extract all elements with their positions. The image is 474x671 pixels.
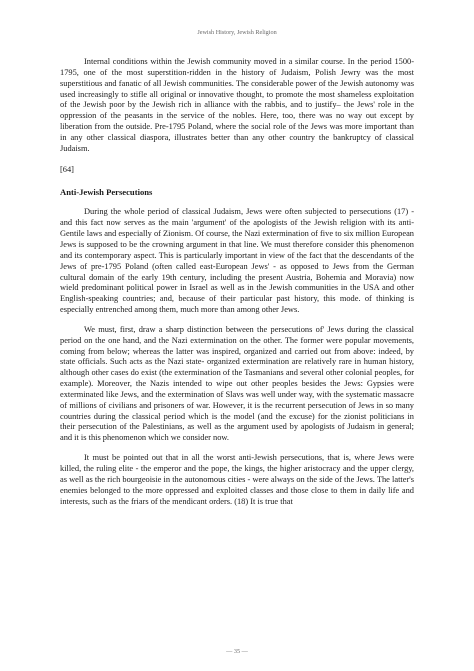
section-heading: Anti-Jewish Persecutions	[60, 187, 153, 198]
page-number: — 35 —	[226, 648, 248, 655]
page-reference-marker: [64]	[60, 164, 74, 174]
paragraph-distinction: We must, first, draw a sharp distinction between the persecutions of' Jews during the classical period on the one hand, and the Nazi extermination on the other. The former were popular movements, coming from below; whereas the latter was inspired, organized and carried out from above: indeed, by state officials. Such acts as the Nazi state- organized extermination are relatively rare in human history, although other cases do exist (the extermination of the Tasmanians and several other colonial peoples, for example). Moreover, the Nazis intended to wipe out other peoples besides the Jews: Gypsies were exterminated like Jews, and the extermination of Slavs was well under way, with the systematic massacre of millions of civilians and prisoners of war. However, it is the recurrent persecution of Jews in so many countries during the classical period which is the model (and the excuse) for the zionist politicians in their persecution of the Palestinians, as well as the argument used by apologists of Judaism in general; and it is this phenomenon which we consider now.	[60, 324, 414, 443]
running-header: Jewish History, Jewish Religion	[197, 29, 277, 36]
paragraph-internal-conditions: Internal conditions within the Jewish community moved in a similar course. In the period 1500-1795, one of the most superstition-ridden in the history of Judaism, Polish Jewry was the most superstitious and fanatic of all Jewish communities. The considerable power of the Jewish autonomy was used increasingly to stifle all original or innovative thought, to promote the most shameless exploitation of the Jewish poor by the Jewish rich in alliance with the rabbis, and to justify– the Jews' role in the oppression of the peasants in the service of the nobles. Here, too, there was no way out except by liberation from the outside. Pre-1795 Poland, where the social role of the Jews was more important than in any other classical diaspora, illustrates better than any other country the bankruptcy of classical Judaism.	[60, 57, 414, 153]
page-body	[60, 57, 414, 507]
paragraph-classical-persecutions: During the whole period of classical Judaism, Jews were often subjected to persecutions (17) - and this fact now serves as the main 'argument' of the apologists of the Jewish religion with its anti-Gentile laws and especially of Zionism. Of course, the Nazi extermination of five to six million European Jews is supposed to be the crowning argument in that line. We must therefore consider this phenomenon and its contemporary aspect. This is particularly important in view of the fact that the descendants of the Jews of pre-1795 Poland (often called east-European Jews' - as opposed to Jews from the German cultural domain of the early 19th century, including the present Austria, Bohemia and Moravia) now wield predominant political power in Israel as well as in the Jewish communities in the USA and other English-speaking countries; and, because of their particular past history, this mode. of thinking is especially entrenched among them, much more than among other Jews.	[60, 207, 414, 315]
paragraph-ruling-elite: It must be pointed out that in all the worst anti-Jewish persecutions, that is, where Jews were killed, the ruling elite - the emperor and the pope, the kings, the higher aristocracy and the upper clergy, as well as the rich bourgeoisie in the autonomous cities - were always on the side of the Jews. The latter's enemies belonged to the more oppressed and exploited classes and those close to them in daily life and interests, such as the friars of the mendicant orders. (18) It is true that	[60, 453, 414, 506]
